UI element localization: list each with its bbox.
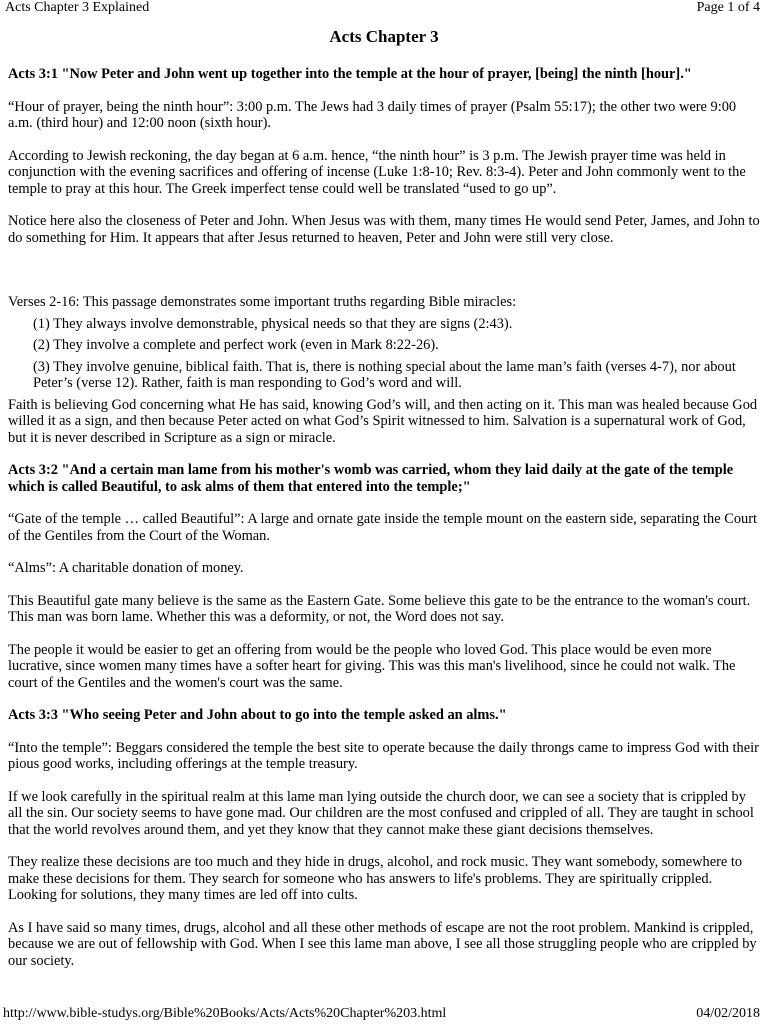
footer-date: 04/02/2018 [696,1006,760,1021]
verse-heading-3-2: Acts 3:2 "And a certain man lame from his mother's womb was carried, whom they laid daily at the gate of the temple which is called Beautiful, to ask alms of them that entered into the temple;" [8,462,734,495]
verse-heading-3-1: Acts 3:1 "Now Peter and John went up together into the temple at the hour of prayer, [being] the ninth [hour]." [8,66,692,82]
header-page-number: Page 1 of 4 [696,0,760,15]
paragraph-verses-intro: Verses 2-16: This passage demonstrates some important truths regarding Bible miracles: [8,294,517,310]
paragraph-faith: Faith is believing God concerning what He has said, knowing God’s will, and then acting on it. This man was healed because God willed it as a sign, and then because Peter acted on what God’s Spirit witnessed to him. Salvation is a supernatural work of God, but it is never described in Scripture as a sign or miracle. [8,396,758,446]
paragraph-people: The people it would be easier to get an offering from would be the people who loved God. This place would be even more lucrative, since women many times have a softer heart for giving. This was this man's livelihood, since he could not walk. The court of the Gentiles and the women's court was the same. [8,641,736,691]
paragraph-alms: “Alms”: A charitable donation of money. [8,560,244,576]
paragraph-into-temple: “Into the temple”: Beggars considered the temple the best site to operate because the daily throngs came to impress God with their pious good works, including offerings at the temple treasury. [8,739,759,772]
paragraph-hour-of-prayer: “Hour of prayer, being the ninth hour”: 3:00 p.m. The Jews had 3 daily times of prayer (Psalm 55:17); the other two were 9:00 a.m. (third hour) and 12:00 noon (sixth hour). [8,98,737,131]
verse-heading-3-3: Acts 3:3 "Who seeing Peter and John about to go into the temple asked an alms." [8,707,507,723]
page-footer [0,1006,768,1024]
header-document-title: Acts Chapter 3 Explained [5,0,150,15]
page-header [0,0,768,18]
paragraph-spiritual-realm: If we look carefully in the spiritual realm at this lame man lying outside the church door, we can see a society that is crippled by all the sin. Our society seems to have gone mad. Our children are the most confused and crippled of all. They are taught in school that the world revolves around them, and yet they know that they cannot make these giant decisions themselves. [8,788,754,838]
list-item: (3) They involve genuine, biblical faith. That is, there is nothing special about the lame man’s faith (verses 4-7), nor about Peter’s (verse 12). Rather, faith is man responding to God’s word and will. [33,358,736,391]
paragraph-jewish-reckoning: According to Jewish reckoning, the day began at 6 a.m. hence, “the ninth hour” is 3 p.m. The Jewish prayer time was held in conjunction with the evening sacrifices and offering of incense (Luke 1:8-10; Rev. 8:3-4). Peter and John commonly went to the temple to pray at this hour. The Greek imperfect tense could well be translated “used to go up”. [8,147,746,197]
paragraph-as-i-have-said: As I have said so many times, drugs, alcohol and all these other methods of escape are not the root problem. Mankind is crippled, because we are out of fellowship with God. When I see this lame man above, I see all those struggling people who are crippled by our society. [8,919,757,969]
spacer [8,262,760,294]
footer-url[interactable]: http://www.bible-studys.org/Bible%20Books/Acts/Acts%20Chapter%203.html [3,1006,447,1021]
document-body [8,27,760,985]
page-title: Acts Chapter 3 [329,27,439,46]
list-item: (1) They always involve demonstrable, physical needs so that they are signs (2:43). [33,315,513,332]
paragraph-beautiful-gate: This Beautiful gate many believe is the same as the Eastern Gate. Some believe this gate to be the entrance to the woman's court. This man was born lame. Whether this was a deformity, or not, the Word does not say. [8,592,751,625]
list-item: (2) They involve a complete and perfect work (even in Mark 8:22-26). [33,337,439,353]
paragraph-closeness: Notice here also the closeness of Peter and John. When Jesus was with them, many times He would send Peter, James, and John to do something for Him. It appears that after Jesus returned to heaven, Peter and John were still very close. [8,213,760,246]
paragraph-realize: They realize these decisions are too much and they hide in drugs, alcohol, and rock music. They want somebody, somewhere to make these decisions for them. They search for someone who has answers to life's problems. They are spiritually crippled. Looking for solutions, they many times are led off into cults. [8,854,743,903]
paragraph-gate: “Gate of the temple … called Beautiful”: A large and ornate gate inside the temple mount on the eastern side, separating the Court of the Gentiles from the Court of the Woman. [8,511,758,544]
